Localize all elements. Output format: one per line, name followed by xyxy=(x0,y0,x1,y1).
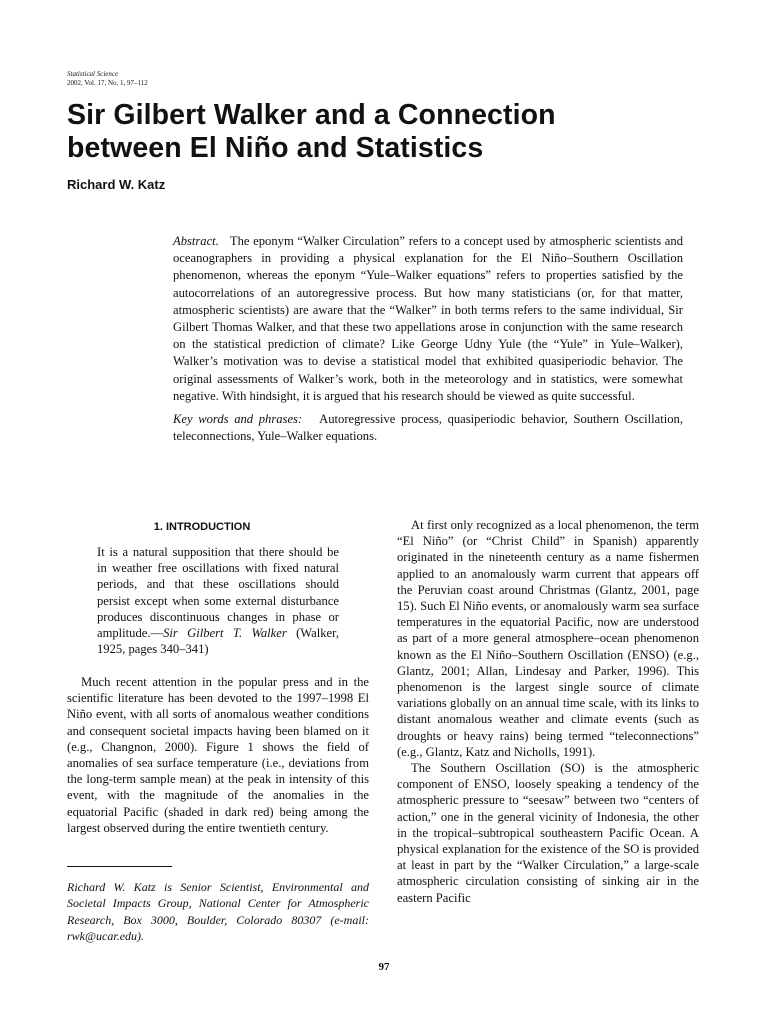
abstract-block xyxy=(173,233,683,445)
right-column-body xyxy=(397,517,699,906)
footnote-rule xyxy=(67,866,172,867)
page-title xyxy=(67,99,707,165)
abstract-paragraph xyxy=(173,233,683,405)
title-line-1: Sir Gilbert Walker and a Connection xyxy=(67,99,556,131)
volume-info: 2002, Vol. 17, No. 1, 97–112 xyxy=(67,79,148,87)
right-paragraph-2: The Southern Oscillation (SO) is the atmospheric component of ENSO, loosely speaking a tendency of the atmospheric pressure to “seesaw” between two “centers of action,” one in the general vicinity of Indonesia, the other in the tropical–subtropical southeastern Pacific Ocean. A physical explanation for the existence of the SO is provided at least in part by the “Walker Circulation,” a large-scale atmospheric circulation consisting of sinking air in the eastern Pacific xyxy=(397,761,699,905)
abstract-label: Abstract. xyxy=(173,234,219,248)
journal-header xyxy=(67,70,367,88)
epigraph-paragraph xyxy=(97,544,339,657)
abstract-text: The eponym “Walker Circulation” refers to a concept used by atmospheric scientists and oceanographers in providing a physical explanation for the El Niño–Southern Oscillation phenomenon, whereas the eponym “Yule–Walker equations” refers to properties satisfied by the autocorrelations of an autoregressive process. But how many statisticians (or, for that matter, atmospheric scientists) are aware that the “Walker” in both terms refers to the same individual, Sir Gilbert Thomas Walker, and that these two appellations arose in conjunction with the same research on the statistical prediction of climate? Like George Udny Yule (the “Yule” in Yule–Walker), Walker’s motivation was to devise a statistical model that exhibited quasiperiodic behavior. The original assessments of Walker’s work, both in the meteorology and in statistics, were somewhat negative. With hindsight, it is argued that his research should be viewed as quite successful. xyxy=(173,234,683,403)
keywords-paragraph xyxy=(173,411,683,445)
journal-name: Statistical Science xyxy=(67,70,119,78)
left-column-body xyxy=(67,674,369,836)
epigraph xyxy=(97,544,339,657)
right-paragraph-1: At first only recognized as a local phenomenon, the term “El Niño” (or “Christ Child” in Spanish) apparently originated in the nineteenth century as a name fishermen applied to an anomalously warm current that appears off the Peruvian coast around Christmas (Glantz, 2001, page 15). Such El Niño events, or anomalously warm sea surface temperatures in the equatorial Pacific, now are understood as part of a more general atmosphere–ocean phenomenon known as the El Niño–Southern Oscillation (ENSO) (e.g., Glantz, 2001; Allan, Lindesay and Parker, 1996). This phenomenon is the largest single source of climate variations globally on an annual time scale, with its links to distant anomalous weather and climate events (such as droughts or heavy rains) being termed “teleconnections” (e.g., Glantz, Katz and Nicholls, 1991). xyxy=(397,518,699,759)
epigraph-attribution: Sir Gilbert T. Walker xyxy=(163,626,287,641)
left-paragraph-1: Much recent attention in the popular press and in the scientific literature has been devoted to the 1997–1998 El Niño event, with all sorts of anomalous weather conditions and consequent societal impacts having been blamed on it (e.g., Changnon, 2000). Figure 1 shows the field of anomalies of sea surface temperature (i.e., deviations from the long-term sample mean) at the peak in intensity of this event, with the magnitude of the anomalies in the equatorial Pacific (shaded in dark red) being among the largest observed during the entire twentieth century. xyxy=(67,675,369,835)
keywords-text: Autoregressive process, quasiperiodic behavior, Southern Oscillation, teleconnections, Yule–Walker equations. xyxy=(173,412,683,444)
author-name: Richard W. Katz xyxy=(67,177,166,192)
epigraph-text: It is a natural supposition that there should be in weather free oscillations with fixed natural periods, and that these oscillations should persist except when some external disturbance produces discontinuous changes in phase or amplitude.— xyxy=(97,545,339,641)
keywords-label: Key words and phrases: xyxy=(173,412,303,427)
page-number: 97 xyxy=(378,961,390,973)
section-heading: 1. INTRODUCTION xyxy=(153,521,251,533)
epigraph-citation: (Walker, 1925, pages 340–341) xyxy=(97,626,339,657)
author-footnote: Richard W. Katz is Senior Scientist, Environmental and Societal Impacts Group, National Center for Atmospheric Research, Box 3000, Boulder, Colorado 80307 (e-mail: rwk@ucar.edu). xyxy=(67,880,369,944)
title-line-2: between El Niño and Statistics xyxy=(67,132,484,164)
